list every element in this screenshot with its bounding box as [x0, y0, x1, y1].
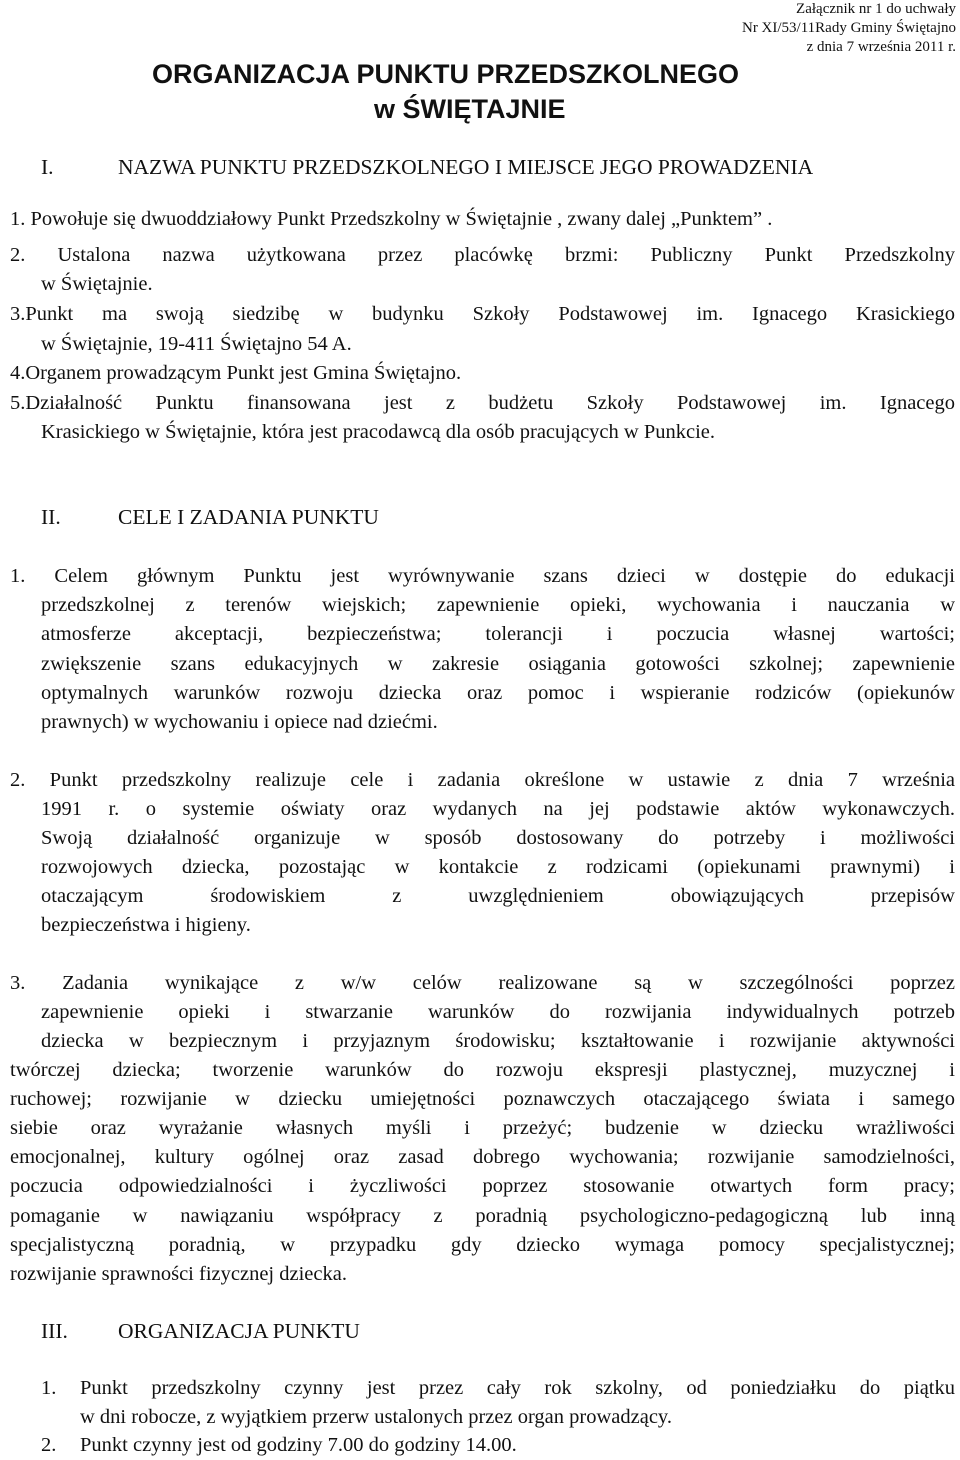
- section-2-p1-line-2: przedszkolnej z terenów wiejskich; zapewnienie opieki, wychowania i nauczania w: [41, 594, 955, 616]
- section-2-p2-line-1: 2. Punkt przedszkolny realizuje cele i zadania określone w ustawie z dnia 7 września: [10, 769, 955, 791]
- section-2-p1-line-4: zwiększenie szans edukacyjnych w zakresie osiągania gotowości szkolnej; zapewnienie: [41, 653, 955, 675]
- section-1-line-4: 3.Punkt ma swoją siedzibę w budynku Szkoły Podstawowej im. Ignacego Krasickiego: [10, 303, 955, 325]
- section-2-p1-line-5: optymalnych warunków rozwoju dziecka oraz pomoc i wspieranie rodziców (opiekunów: [41, 682, 955, 704]
- section-3-heading: ORGANIZACJA PUNKTU: [118, 1319, 360, 1343]
- section-2-p3-line-1: 3. Zadania wynikające z w/w celów realizowane są w szczególności poprzez: [10, 972, 955, 994]
- section-2-p3-line-7: emocjonalnej, kultury ogólnej oraz zasad dobrego wychowania; rozwijanie samodzielności,: [10, 1146, 955, 1168]
- document-title-line-2: w ŚWIĘTAJNIE: [374, 94, 566, 124]
- section-3-item-1-number: 1.: [41, 1377, 57, 1399]
- section-3-item-1-line-1: Punkt przedszkolny czynny jest przez cały rok szkolny, od poniedziałku do piątku: [80, 1377, 955, 1399]
- attachment-note-line-1: Załącznik nr 1 do uchwały: [796, 1, 956, 17]
- section-3-numeral: III.: [41, 1319, 68, 1343]
- section-1-line-6: 4.Organem prowadzącym Punkt jest Gmina Świętajno.: [10, 362, 462, 384]
- section-2-p2-line-4: rozwojowych dziecka, pozostając w kontakcie z rodzicami (opiekunami prawnymi) i: [41, 856, 955, 878]
- section-2-p3-line-5: ruchowej; rozwijanie w dziecku umiejętności poznawczych otaczającego świata i samego: [10, 1088, 955, 1110]
- section-1-line-7: 5.Działalność Punktu finansowana jest z budżetu Szkoły Podstawowej im. Ignacego: [10, 392, 955, 414]
- section-1-line-1: 1. Powołuje się dwuoddziałowy Punkt Przedszkolny w Świętajnie , zwany dalej „Punktem” .: [10, 208, 773, 230]
- section-2-p3-line-3: dziecka w bezpiecznym i przyjaznym środowisku; kształtowanie i rozwijanie aktywności: [41, 1030, 955, 1052]
- section-2-p3-line-2: zapewnienie opieki i stwarzanie warunków do rozwijania indywidualnych potrzeb: [41, 1001, 955, 1023]
- section-2-p2-line-2: 1991 r. o systemie oświaty oraz wydanych na jej podstawie aktów wykonawczych.: [41, 798, 955, 820]
- section-2-p3-line-8: poczucia odpowiedzialności i życzliwości poprzez stosowanie otwartych form pracy;: [10, 1175, 955, 1197]
- section-2-p3-line-11: rozwijanie sprawności fizycznej dziecka.: [10, 1263, 347, 1285]
- section-1-line-3: w Świętajnie.: [41, 273, 153, 295]
- section-2-p2-line-6: bezpieczeństwa i higieny.: [41, 914, 251, 936]
- section-3-item-1-line-2: w dni robocze, z wyjątkiem przerw ustalonych przez organ prowadzący.: [80, 1406, 672, 1428]
- section-2-p2-line-5: otaczającym środowiskiem z uwzględnieniem obowiązujących przepisów: [41, 885, 955, 907]
- section-1-numeral: I.: [41, 155, 54, 179]
- document-title-line-1: ORGANIZACJA PUNKTU PRZEDSZKOLNEGO: [152, 59, 740, 89]
- section-3-item-2-line: Punkt czynny jest od godziny 7.00 do godziny 14.00.: [80, 1434, 517, 1456]
- section-1-line-2: 2. Ustalona nazwa użytkowana przez placówkę brzmi: Publiczny Punkt Przedszkolny: [10, 244, 955, 266]
- attachment-note-line-2: Nr XI/53/11Rady Gminy Świętajno: [741, 20, 956, 36]
- section-1-line-5: w Świętajnie, 19-411 Świętajno 54 A.: [41, 333, 352, 355]
- section-2-p3-line-4: twórczej dziecka; tworzenie warunków do rozwoju ekspresji plastycznej, muzycznej i: [10, 1059, 955, 1081]
- attachment-note-line-3: z dnia 7 września 2011 r.: [806, 39, 956, 55]
- section-2-p3-line-10: specjalistyczną poradnią, w przypadku gdy dziecko wymaga pomocy specjalistycznej;: [10, 1234, 955, 1256]
- section-2-heading: CELE I ZADANIA PUNKTU: [118, 505, 379, 529]
- section-2-p1-line-1: 1. Celem głównym Punktu jest wyrównywanie szans dzieci w dostępie do edukacji: [10, 565, 955, 587]
- section-1-line-8: Krasickiego w Świętajnie, która jest pracodawcą dla osób pracujących w Punkcie.: [41, 421, 715, 443]
- section-2-p1-line-3: atmosferze akceptacji, bezpieczeństwa; tolerancji i poczucia własnej wartości;: [41, 623, 955, 645]
- section-2-numeral: II.: [41, 505, 61, 529]
- section-3-item-2-number: 2.: [41, 1434, 57, 1456]
- section-1-heading: NAZWA PUNKTU PRZEDSZKOLNEGO I MIEJSCE JEGO PROWADZENIA: [118, 155, 814, 179]
- section-2-p3-line-9: pomaganie w nawiązaniu współpracy z poradnią psychologiczno-pedagogiczną lub inną: [10, 1205, 955, 1227]
- section-2-p2-line-3: Swoją działalność organizuje w sposób dostosowany do potrzeby i możliwości: [41, 827, 955, 849]
- section-2-p1-line-6: prawnych) w wychowaniu i opiece nad dziećmi.: [41, 711, 438, 733]
- section-2-p3-line-6: siebie oraz wyrażanie własnych myśli i przeżyć; budzenie w dziecku wrażliwości: [10, 1117, 955, 1139]
